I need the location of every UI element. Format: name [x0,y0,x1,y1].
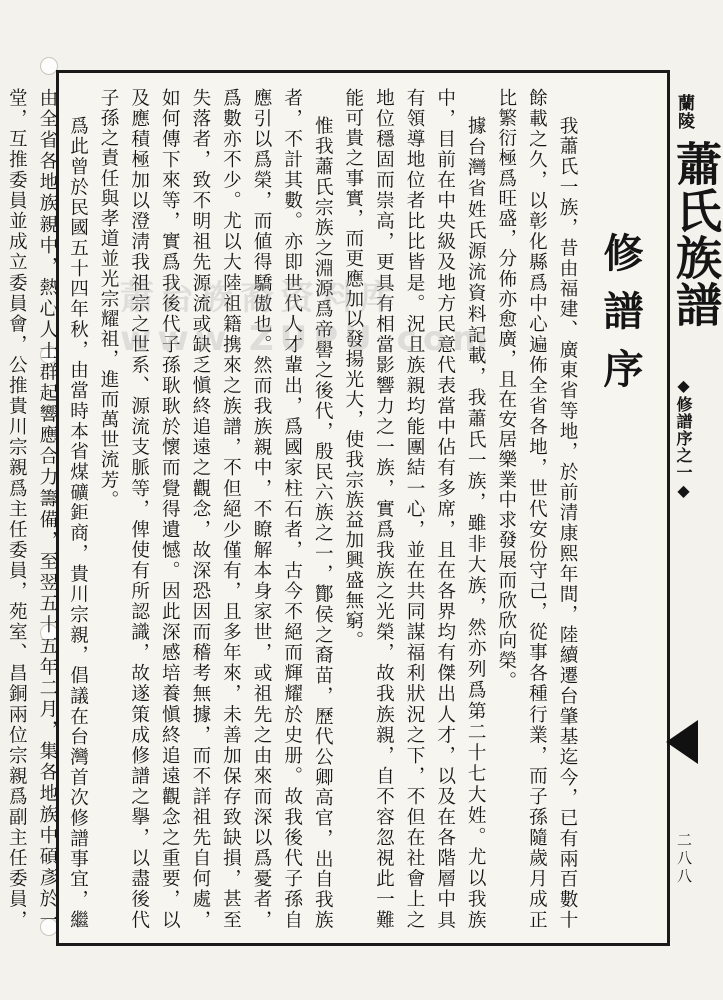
body-text [6,88,582,930]
book-header [674,94,694,130]
decorative-wedge [666,720,698,764]
page-title: 修譜序 [597,232,644,406]
page-number: 二八八 [675,832,693,886]
section-label: ◆修譜序之一◆ [674,376,693,501]
paragraph: 我蕭氏一族，昔由福建、廣東省等地，於前清康熙年間，陸續遷台肇基迄今，已有兩百數十餘載之久，以彰化縣爲中心遍佈全省各地，世代安份守己，從事各種行業，而子孫隨歲月成正比繁衍極爲旺盛，分佈亦愈廣，且在安居樂業中求發展而欣欣向榮。 [495,88,578,930]
book-title-text: 蕭氏族譜 [669,140,723,328]
paragraph: 據台灣省姓氏源流資料記載，我蕭氏一族，雖非大族，然亦列爲第二十七大姓。尤以我族中，目前在中央級及地方民意代表當中佔有多席，且在各界均有傑出人才，以及在各階層中具有領導地位者比比皆是。況且族親均能團結一心，並在共同謀福利狀況之下，不但在社會上之地位穩固而崇高，更具有相當影響力之一族，實爲我族之光榮，故我族親，自不容忽視此一難能可貴之事實，而更應加以發揚光大，使我宗族益加興盛無窮。 [342,88,487,930]
watermark: 蕭台族裔资料库 www.ZUPU.com [120,278,494,359]
header-lanling: 蘭陵 [674,94,694,130]
paragraph: 爲此曾於民國五十四年秋，由當時本省煤礦鉅商，貴川宗親，倡議在台灣首次修譜事宜，繼由全省各地族親中，熱心人士群起響應合力籌備，至翌五十五年二月，集各地族中碩彥於一堂，互推委員並成立委員會，公推貴川宗親爲主任委員，苑室、昌銅兩位宗親爲副主任委員， [6,88,89,930]
paragraph: 惟我蕭氏宗族之淵源爲帝嚳之後代，殷民六族之一，酇侯之裔苗，歷代公卿高官，出自我族者，不計其數。亦即世代人才輩出，爲國家柱石者，古今不絕而輝耀於史册。故我後代子孫自應引以爲榮，而値得驕傲也。然而我族親中，不瞭解本身家世，或祖先之由來而深以爲憂者，爲數亦不少。尤以大陸祖籍携來之族譜，不但絕少僅有，且多年來，未善加保存致缺損，甚至失落者，致不明祖先源流或缺乏愼終追遠之觀念，故深恐因而稽考無據，而不詳祖先自何處，如何傳下來等，實爲我後代子孫耿耿於懷而覺得遺憾。因此深感培養愼終追遠觀念之重要，以及應積極加以澄淸我祖宗之世系、源流支脈等，俾使有所認識，故遂策成修譜之擧，以盡後代子孫之責任與孝道並光宗耀祖，進而萬世流芳。 [98,88,334,930]
